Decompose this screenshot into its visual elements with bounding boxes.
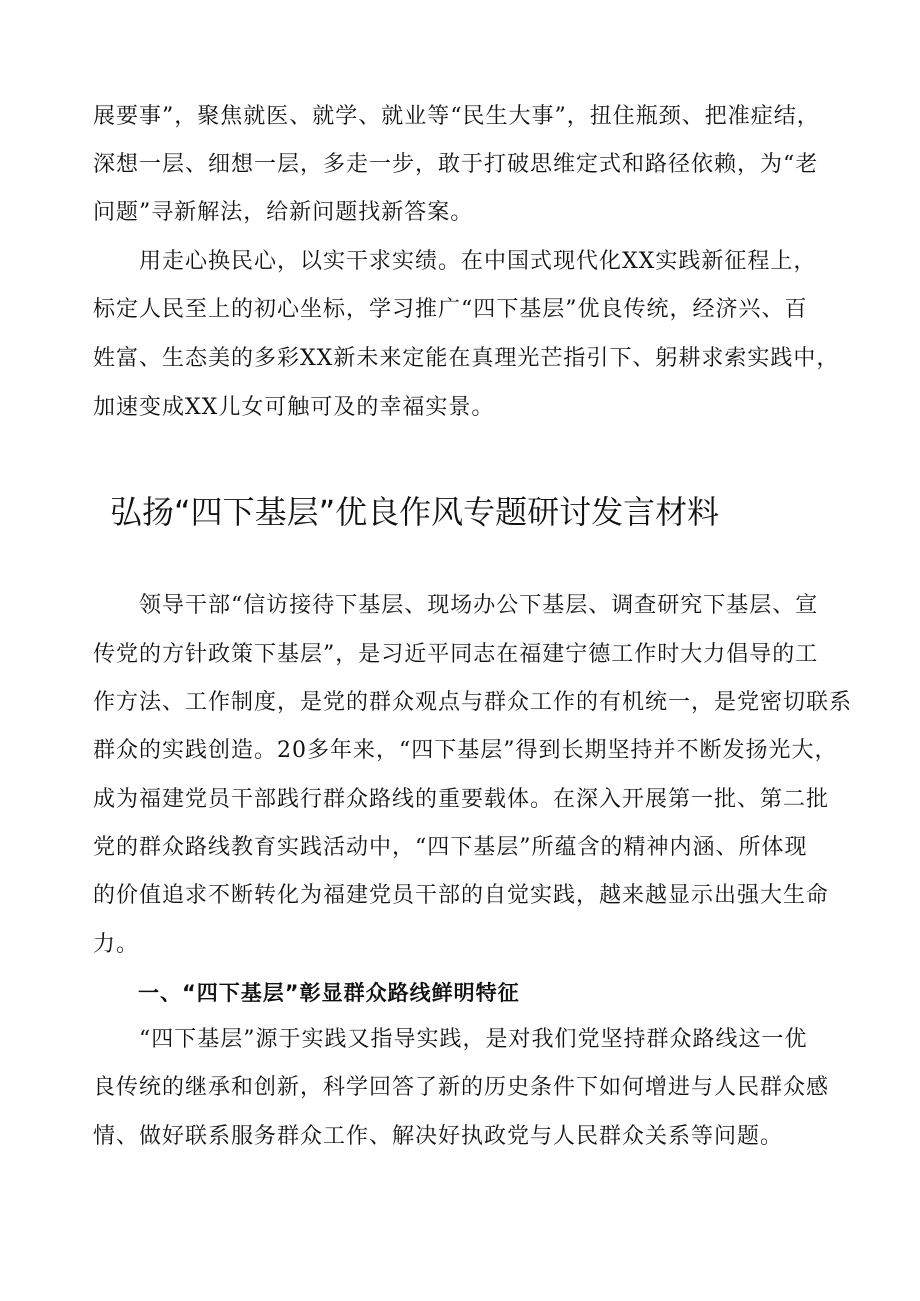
paragraph-line: 深想一层、细想一层，多走一步，敢于打破思维定式和路径依赖，为“老 bbox=[93, 152, 819, 177]
paragraph-line: 的价值追求不断转化为福建党员干部的自觉实践，越来越显示出强大生命 bbox=[93, 883, 830, 908]
paragraph-line: “四下基层”源于实践又指导实践，是对我们党坚持群众路线这一优 bbox=[139, 1027, 808, 1052]
section-heading: 一、“四下基层”彰显群众路线鲜明特征 bbox=[138, 981, 520, 1005]
paragraph-line: 展要事”，聚焦就医、就学、就业等“民生大事”，扭住瓶颈、把准症结， bbox=[93, 104, 820, 129]
paragraph-line: 用走心换民心，以实干求实绩。在中国式现代化XX实践新征程上， bbox=[139, 249, 817, 274]
document-title: 弘扬“四下基层”优良作风专题研讨发言材料 bbox=[110, 493, 720, 531]
paragraph-line: 党的群众路线教育实践活动中，“四下基层”所蕴含的精神内涵、所体现 bbox=[93, 835, 808, 860]
paragraph-line: 成为福建党员干部践行群众路线的重要载体。在深入开展第一批、第二批 bbox=[93, 787, 830, 812]
paragraph-line: 加速变成XX儿女可触可及的幸福实景。 bbox=[93, 395, 495, 420]
paragraph-line: 姓富、生态美的多彩XX新未来定能在真理光芒指引下、躬耕求索实践中， bbox=[93, 346, 840, 371]
paragraph-line: 力。 bbox=[93, 932, 140, 957]
paragraph-line: 领导干部“信访接待下基层、现场办公下基层、调查研究下基层、宣 bbox=[139, 593, 819, 618]
paragraph-line: 问题”寻新解法，给新问题找新答案。 bbox=[93, 200, 474, 225]
paragraph-line: 作方法、工作制度，是党的群众观点与群众工作的有机统一，是党密切联系 bbox=[93, 690, 853, 715]
paragraph-line: 群众的实践创造。20多年来，“四下基层”得到长期坚持并不断发扬光大， bbox=[93, 738, 838, 763]
paragraph-line: 传党的方针政策下基层”，是习近平同志在福建宁德工作时大力倡导的工 bbox=[93, 642, 819, 667]
paragraph-line: 良传统的继承和创新，科学回答了新的历史条件下如何增进与人民群众感 bbox=[93, 1075, 830, 1100]
paragraph-line: 标定人民至上的初心坐标，学习推广“四下基层”优良传统，经济兴、百 bbox=[93, 297, 808, 322]
paragraph-line: 情、做好联系服务群众工作、解决好执政党与人民群众关系等问题。 bbox=[93, 1124, 784, 1149]
